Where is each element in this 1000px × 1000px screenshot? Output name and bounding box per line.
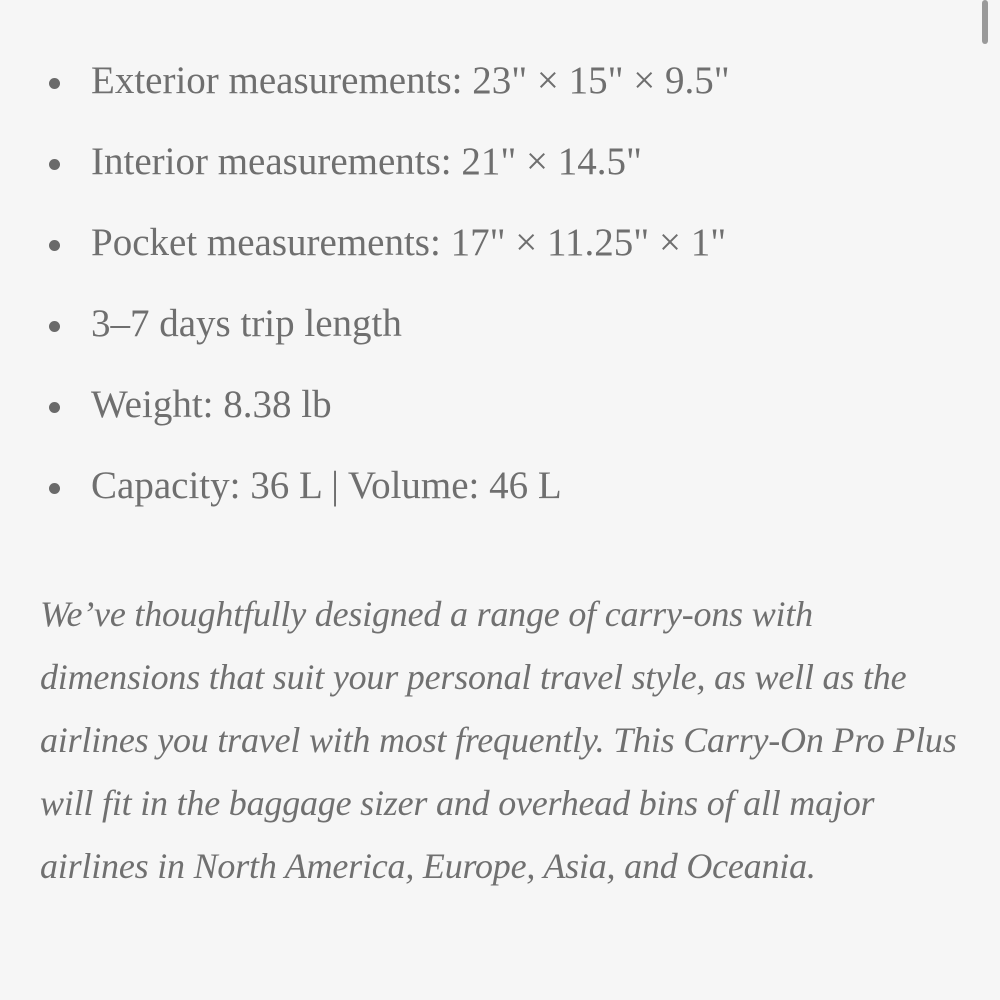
bullet-icon: [49, 483, 60, 494]
spec-item-weight: [40, 364, 960, 445]
spec-item-trip-length: [40, 283, 960, 364]
spec-item-pocket: [40, 202, 960, 283]
spec-text: Interior measurements: 21" × 14.5": [91, 140, 642, 183]
spec-item-exterior: [40, 40, 960, 121]
bullet-icon: [49, 159, 60, 170]
spec-text: Weight: 8.38 lb: [91, 383, 332, 426]
spec-item-interior: [40, 121, 960, 202]
bullet-icon: [49, 402, 60, 413]
bullet-icon: [49, 321, 60, 332]
product-description: We’ve thoughtfully designed a range of carry-ons with dimensions that suit your personal travel style, as well as the airlines you travel with most frequently. This Carry-On Pro Plus will fit in the baggage sizer and overhead bins of all major airlines in North America, Europe, Asia, and Oceania.: [40, 594, 957, 886]
spec-text: Pocket measurements: 17" × 11.25" × 1": [91, 221, 727, 264]
spec-text: Capacity: 36 L | Volume: 46 L: [91, 464, 562, 507]
spec-item-capacity: [40, 445, 960, 526]
scrollbar-thumb[interactable]: [982, 0, 988, 44]
spec-text: Exterior measurements: 23" × 15" × 9.5": [91, 59, 730, 102]
bullet-icon: [49, 240, 60, 251]
spec-list: [40, 40, 960, 526]
bullet-icon: [49, 78, 60, 89]
spec-text: 3–7 days trip length: [91, 302, 402, 345]
